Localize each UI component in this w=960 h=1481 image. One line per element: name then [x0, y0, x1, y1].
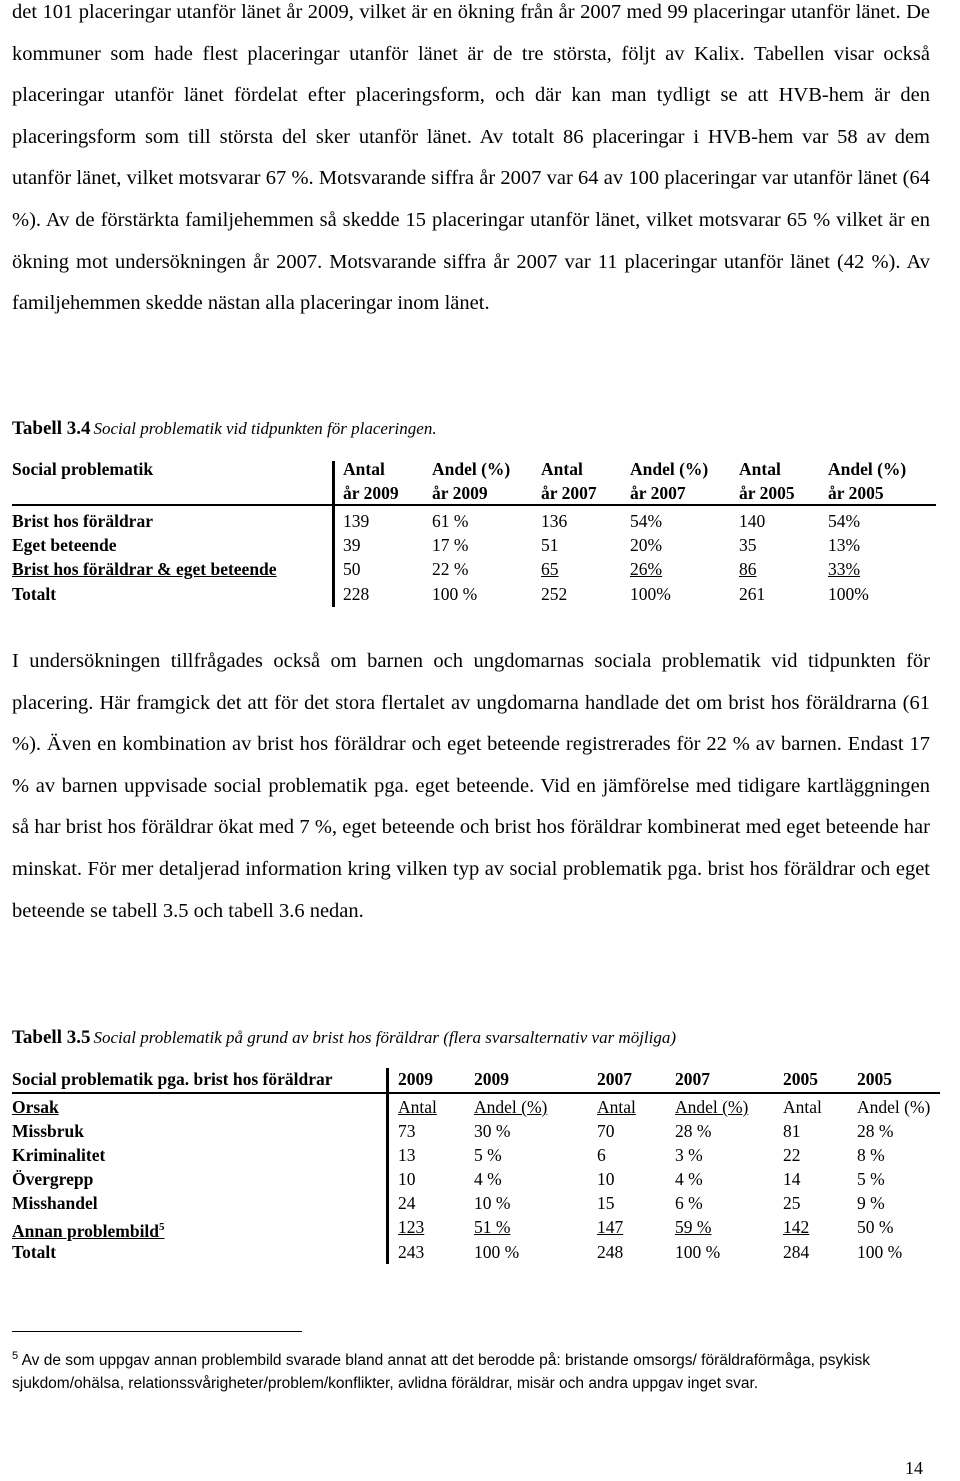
- table-cell: 261: [739, 584, 766, 604]
- table-cell: 100%: [828, 584, 869, 604]
- table-cell: 65: [541, 559, 559, 579]
- table-header-cell: år 2009: [432, 483, 488, 503]
- table-3-5-title: Social problematik på grund av brist hos föräldrar (flera svarsalternativ var möjliga): [93, 1028, 677, 1047]
- table-subheader-cell: Andel (%): [675, 1097, 749, 1117]
- table-cell: 10: [597, 1169, 615, 1189]
- table-3-4-title: Social problematik vid tidpunkten för placeringen.: [93, 419, 437, 438]
- table-row-label: Totalt: [12, 584, 57, 604]
- table-cell: 100%: [630, 584, 671, 604]
- table-header-cell: år 2009: [343, 483, 399, 503]
- body-paragraph-problematik: I undersökningen tillfrågades också om barnen och ungdomarnas sociala problematik vid tidpunkten för placering. Här framgick det att för det stora flertalet av ungdomarna handlade det om brist hos föräldrarna (61 %). Även en kombination av brist hos föräldrar och eget beteende registrerades för 22 % av barnen. Endast 17 % av barnen uppvisade social problematik pga. eget beteende. Vid en jämförelse med tidigare kartläggningen så har brist hos föräldrar ökat med 7 %, eget beteende och brist hos föräldrar kombinerat med eget beteende har minskat. För mer detaljerad information kring vilken typ av social problematik pga. brist hos föräldrar och eget beteende se tabell 3.5 och tabell 3.6 nedan.: [12, 650, 930, 922]
- table-cell: 15: [597, 1193, 615, 1213]
- table-cell: 142: [783, 1217, 810, 1237]
- table-row-label: Brist hos föräldrar & eget beteende: [12, 559, 277, 579]
- table-cell: 228: [343, 584, 370, 604]
- table-cell: 14: [783, 1169, 801, 1189]
- table-subheader-cell: Antal: [783, 1097, 822, 1117]
- table-cell: 70: [597, 1121, 615, 1141]
- table-cell: 5 %: [857, 1169, 885, 1189]
- table-cell: 248: [597, 1242, 624, 1262]
- table-header-cell: Social problematik pga. brist hos föräldrar: [12, 1069, 333, 1089]
- body-paragraph-placements: det 101 placeringar utanför länet år 2009, vilket är en ökning från år 2007 med 99 placeringar utanför länet. De kommuner som hade flest placeringar utanför länet är de tre största, följt av Kalix. Tabellen visar också placeringar utanför länet fördelat efter placeringsform, och där kan man tydligt se att HVB-hem är den placeringsform som till största del sker utanför länet. Av totalt 86 placeringar i HVB-hem var 58 av dem utanför länet, vilket motsvarar 67 %. Motsvarande siffra år 2007 var 64 av 100 placeringar var utanför länet (64 %). Av de förstärkta familjehemmen så skedde 15 placeringar utanför länet, vilket motsvarar 65 % vilket är en ökning mot undersökningen år 2007. Motsvarande siffra år 2007 var 11 placeringar utanför länet (42 %). Av familjehemmen skedde nästan alla placeringar inom länet.: [12, 1, 930, 315]
- table-cell: 28 %: [857, 1121, 894, 1141]
- table-3-4-label: Tabell 3.4: [12, 418, 91, 439]
- table-subheader-cell: Andel (%): [474, 1097, 548, 1117]
- table-cell: 13: [398, 1145, 416, 1165]
- table-header-cell: Andel (%): [828, 459, 907, 479]
- table-header-cell: Antal: [541, 459, 583, 479]
- table-header-cell: år 2007: [541, 483, 597, 503]
- table-cell: 22: [783, 1145, 801, 1165]
- table-subheader-cell: Antal: [398, 1097, 437, 1117]
- footnote: [12, 1345, 927, 1395]
- table-header-cell: Andel (%): [432, 459, 511, 479]
- table-cell: 26%: [630, 559, 663, 579]
- table-cell: 100 %: [474, 1242, 520, 1262]
- table-cell: 54%: [630, 511, 663, 531]
- table-cell: 100 %: [857, 1242, 903, 1262]
- table-row-label: Totalt: [12, 1242, 57, 1262]
- table-header-cell: Antal: [739, 459, 781, 479]
- table-cell: 243: [398, 1242, 425, 1262]
- footnote-rule: [12, 1331, 302, 1332]
- table-header-cell: Andel (%): [630, 459, 709, 479]
- table-3-4-header-rule: [12, 504, 936, 506]
- table-cell: 20%: [630, 535, 663, 555]
- table-cell: 100 %: [675, 1242, 721, 1262]
- table-3-5-column-rule: [386, 1068, 389, 1264]
- table-cell: 39: [343, 535, 361, 555]
- table-cell: 13%: [828, 535, 861, 555]
- table-row-label: Brist hos föräldrar: [12, 511, 153, 531]
- table-cell: 59 %: [675, 1217, 712, 1237]
- table-cell: 30 %: [474, 1121, 511, 1141]
- table-cell: 5 %: [474, 1145, 502, 1165]
- footnote-number: 5: [12, 1350, 19, 1362]
- table-cell: 6: [597, 1145, 606, 1165]
- table-cell: 10: [398, 1169, 416, 1189]
- table-cell: 6 %: [675, 1193, 703, 1213]
- table-3-5-caption: [12, 1027, 676, 1049]
- table-cell: 35: [739, 535, 757, 555]
- table-cell: 61 %: [432, 511, 469, 531]
- table-row-label: Missbruk: [12, 1121, 84, 1141]
- table-header-cell: år 2005: [739, 483, 795, 503]
- table-cell: 8 %: [857, 1145, 885, 1165]
- page-number: 14: [905, 1458, 923, 1478]
- footnote-reference: 5: [159, 1221, 165, 1233]
- table-cell: 51: [541, 535, 559, 555]
- table-row-label: [12, 1216, 165, 1242]
- table-header-cell: 2007: [597, 1069, 632, 1089]
- table-cell: 123: [398, 1217, 425, 1237]
- table-cell: 54%: [828, 511, 861, 531]
- table-cell: 81: [783, 1121, 801, 1141]
- row-label-text: Annan problembild: [12, 1220, 160, 1241]
- table-3-4-column-rule: [332, 461, 335, 607]
- footnote-text: Av de som uppgav annan problembild svarade bland annat att det berodde på: bristande omsorgs/ föräldraförmåga, psykisk sjukdom/ohälsa, relationssvårigheter/problem/konflikter, avlidna föräldrar, misär och andra uppgav inget svar.: [12, 1352, 870, 1393]
- table-row-label: Övergrepp: [12, 1169, 94, 1189]
- table-header-cell: år 2005: [828, 483, 884, 503]
- table-row-label: Kriminalitet: [12, 1145, 106, 1165]
- table-header-cell: Social problematik: [12, 459, 154, 479]
- table-row-label: Eget beteende: [12, 535, 117, 555]
- table-cell: 139: [343, 511, 370, 531]
- table-cell: 50: [343, 559, 361, 579]
- table-header-cell: 2007: [675, 1069, 710, 1089]
- table-subheader-cell: Orsak: [12, 1097, 59, 1117]
- table-cell: 22 %: [432, 559, 469, 579]
- table-header-cell: 2009: [398, 1069, 433, 1089]
- table-3-5-label: Tabell 3.5: [12, 1027, 91, 1048]
- table-header-cell: 2005: [857, 1069, 892, 1089]
- table-cell: 100 %: [432, 584, 478, 604]
- table-cell: 86: [739, 559, 757, 579]
- table-cell: 252: [541, 584, 568, 604]
- table-cell: 3 %: [675, 1145, 703, 1165]
- table-subheader-cell: Antal: [597, 1097, 636, 1117]
- table-cell: 9 %: [857, 1193, 885, 1213]
- table-row-label: Misshandel: [12, 1193, 98, 1213]
- table-cell: 10 %: [474, 1193, 511, 1213]
- table-cell: 25: [783, 1193, 801, 1213]
- table-cell: 33%: [828, 559, 861, 579]
- table-subheader-cell: Andel (%): [857, 1097, 931, 1117]
- table-cell: 17 %: [432, 535, 469, 555]
- table-cell: 4 %: [474, 1169, 502, 1189]
- table-cell: 136: [541, 511, 568, 531]
- table-cell: 284: [783, 1242, 810, 1262]
- table-cell: 28 %: [675, 1121, 712, 1141]
- table-header-cell: Antal: [343, 459, 385, 479]
- table-3-5-header-rule: [12, 1092, 940, 1094]
- table-cell: 140: [739, 511, 766, 531]
- table-cell: 24: [398, 1193, 416, 1213]
- table-cell: 73: [398, 1121, 416, 1141]
- table-3-4-caption: [12, 418, 437, 440]
- table-header-cell: 2009: [474, 1069, 509, 1089]
- table-cell: 4 %: [675, 1169, 703, 1189]
- table-header-cell: 2005: [783, 1069, 818, 1089]
- table-cell: 50 %: [857, 1217, 894, 1237]
- table-header-cell: år 2007: [630, 483, 686, 503]
- table-cell: 51 %: [474, 1217, 511, 1237]
- table-cell: 147: [597, 1217, 624, 1237]
